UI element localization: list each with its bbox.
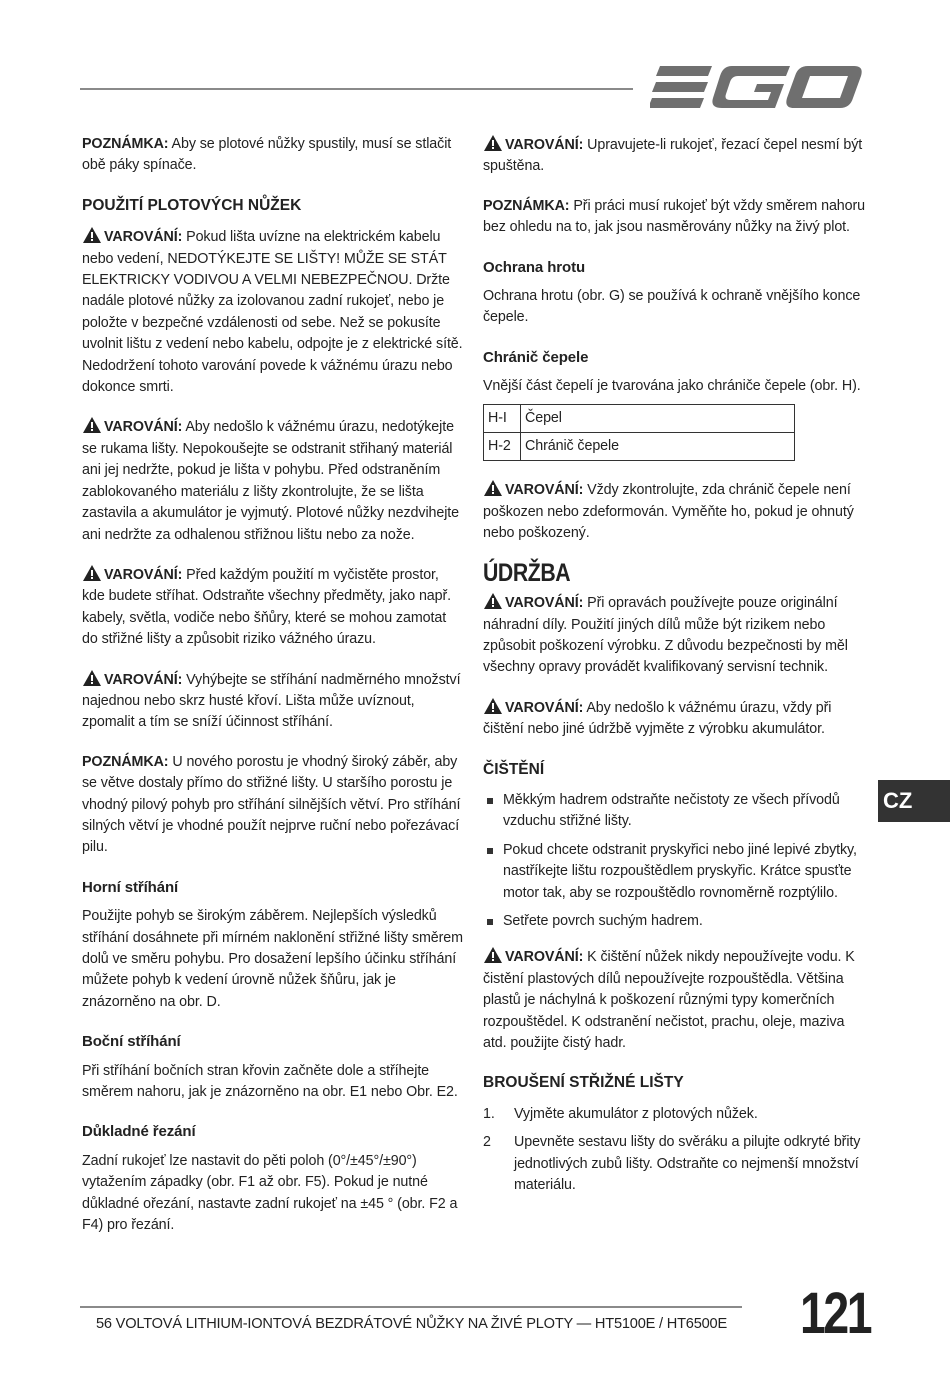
warning-icon [483,697,503,715]
part-key: H-2 [484,433,521,461]
subheading-blade-guard: Chránič čepele [483,348,589,366]
top-cutting-text: Použijte pohyb se širokým záběrem. Nejlepších výsledků stříhání dosáhnete při mírném naklonění střižné lišty směrem dolů ve směru pohybu. Pro dosažení lepšího účinku stříhání můžete pohyb k vedení úrovně nůžek šňůru, jak je znázorněno na obr. D. [82,908,463,1010]
warning-icon [483,134,503,152]
part-value: Čepel [521,404,795,432]
footer-rule [80,1306,742,1308]
blade-guard-text: Vnější část čepelí je tvarována jako chrániče čepele (obr. H). [483,378,861,395]
left-column [82,134,464,1236]
part-key: H-I [484,404,521,432]
warning-no-water: VAROVÁNÍ: K čištění nůžek nikdy nepoužívejte vodu. K čistění plastových dílů nepoužívejte rozpouštědla. Většina plastů je náchylná k poškození různými typy komerčních rozpouštědel. K odstranění nečistot, prachu, oleje, maziva atd. použijte čistý hadr. [483,946,865,1054]
section-heading-sharpening: BROUŠENÍ STŘIŽNÉ LIŠTY [483,1074,684,1092]
table-row [484,433,795,461]
tip-guard-text: Ochrana hrotu (obr. G) se používá k ochraně vnějšího konce čepele. [483,288,861,326]
list-item: 2 Upevněte sestavu lišty do svěráku a pilujte odkryté břity jednotlivých zubů lišty. Odstraňte co nejmenší množství materiálu. [483,1134,861,1194]
list-item: Měkkým hadrem odstraňte nečistoty ze všech přívodů vzduchu střižné lišty. [483,790,865,833]
list-item: Setřete povrch suchým hadrem. [483,911,865,932]
warning-check-guard: VAROVÁNÍ: Vždy zkontrolujte, zda chránič čepele není poškozen nebo zdeformován. Vyměňte ho, pokud je ohnutý nebo poškozený. [483,479,865,544]
section-heading-cleaning: ČIŠTĚNÍ [483,760,545,778]
section-title-maintenance: ÚDRŽBA [483,558,571,587]
ego-logo [650,62,862,114]
note-growth: POZNÁMKA: U nového porostu je vhodný široký záběr, aby se větve dostaly přímo do střižné lišty. U staršího porostu je vhodný pilový pohyb pro stříhání silnějších větví. Pro stříhání silných větví je vhodné použít nejprve ruční nebo pořezávací pilu. [82,753,461,856]
note-activation [82,134,464,177]
warning-remove-battery: VAROVÁNÍ: Aby nedošlo k vážnému úrazu, vždy při čištění nebo jiné údržbě vyjměte z výrobku akumulátor. [483,697,865,741]
header-rule [80,88,633,90]
warning-adjust-handle: VAROVÁNÍ: Upravujete-li rukojeť, řezací čepel nesmí být spuštěna. [483,134,865,178]
thorough-cutting-text: Zadní rukojeť lze nastavit do pěti poloh (0°/±45°/±90°) vytažením západky (obr. F1 až obr. F5). Pokud je nutné důkladné ořezání, nastavte zadní rukojeť na ±45 ° (obr. F2 a F4) pro řezání. [82,1152,458,1234]
warning-icon [483,592,503,610]
sharpening-steps [483,1104,865,1197]
warning-clear-area: VAROVÁNÍ: Před každým použití m vyčistěte prostor, kde budete stříhat. Odstraňte všechny předměty, jako např. kabely, světla, vodiče nebo šňůry, které se mohou zamotat do střižné lišty a způsobit riziko vážného úrazu. [82,564,464,651]
list-item: 1. Vyjměte akumulátor z plotových nůžek. [483,1105,758,1122]
warning-hands-blade: VAROVÁNÍ: Aby nedošlo k vážnému úrazu, nedotýkejte se rukama lišty. Nepokoušejte se odstranit střihaný materiál ani jej nedržte, pokud je lišta v pohybu. Před odstraněním zablokovaného materiálu z lišty zkontrolujte, že se lišta zastavila a akumulátor je vyjmutý. Plotové nůžky nezdvihejte ani nedržte za odhalenou střižnou lištu nebo za nože. [82,416,464,545]
subheading-side-cutting: Boční stříhání [82,1033,181,1051]
section-heading-use: POUŽITÍ PLOTOVÝCH NŮŽEK [82,196,302,214]
warning-icon [82,226,102,244]
warning-original-parts: VAROVÁNÍ: Při opravách používejte pouze originální náhradní díly. Použití jiných dílů může být rizikem nebo způsobit poškození výrobku. Z důvodu bezpečnosti by měl všechny opravy provádět kvalifikovaný servisní technik. [483,592,865,679]
warning-icon [483,479,503,497]
right-column [483,134,865,1203]
side-cutting-text: Při stříhání bočních stran křovin začněte dole a stříhejte směrem nahoru, jak je znázorněno na obr. E1 nebo Obr. E2. [82,1062,458,1101]
parts-table [483,404,795,462]
subheading-top-cutting: Horní stříhání [82,878,179,896]
cleaning-list [483,790,865,932]
note-text: Aby se plotové nůžky spustily, musí se stlačit obě páky spínače. [82,136,452,174]
note-label: POZNÁMKA: [82,136,169,152]
note-handle-up: POZNÁMKA: Při práci musí rukojeť být vždy směrem nahoru bez ohledu na to, jak jsou nasměrovány nůžky na živý plot. [483,197,866,236]
subheading-thorough-cutting: Důkladné řezání [82,1123,196,1141]
language-tab: CZ [878,780,950,822]
warning-electric-cable: VAROVÁNÍ: Pokud lišta uvízne na elektrickém kabelu nebo vedení, NEDOTÝKEJTE SE LIŠTY! MŮŽE SE STÁT ELEKTRICKY VODIVOU A VELMI NEBEZPEČNOU. Držte nadále plotové nůžky za izolovanou zadní rukojeť, nebo je položte v bezpečné vzdálenosti od sebe. Než se pokusíte uvolnit lištu z vedení nebo kabelu, odpojte je z elektrické sítě. Nedodržení tohoto varování povede k vážnému úrazu nebo dokonce smrti. [82,226,464,398]
warning-icon [82,564,102,582]
footer-text: 56 VOLTOVÁ LITHIUM-IONTOVÁ BEZDRÁTOVÉ NŮŽKY NA ŽIVÉ PLOTY — HT5100E / HT6500E [96,1316,727,1332]
warning-icon [82,416,102,434]
list-item: Pokud chcete odstranit pryskyřici nebo jiné lepivé zbytky, nastříkejte lištu rozpouštědlem pryskyřic. Krátce spusťte motor tak, aby se rozpouštědlo rovnoměrně rozptýlilo. [483,840,865,904]
part-value: Chránič čepele [521,433,795,461]
subheading-tip-guard: Ochrana hrotu [483,258,586,276]
table-row [484,404,795,432]
warning-overcutting: VAROVÁNÍ: Vyhýbejte se stříhání nadměrného množství najednou nebo skrz husté křoví. Lišta může uvíznout, zpomalit a tím se sníží účinnost stříhání. [82,669,464,734]
warning-icon [82,669,102,687]
warning-icon [483,946,503,964]
page-number: 121 [800,1281,871,1346]
